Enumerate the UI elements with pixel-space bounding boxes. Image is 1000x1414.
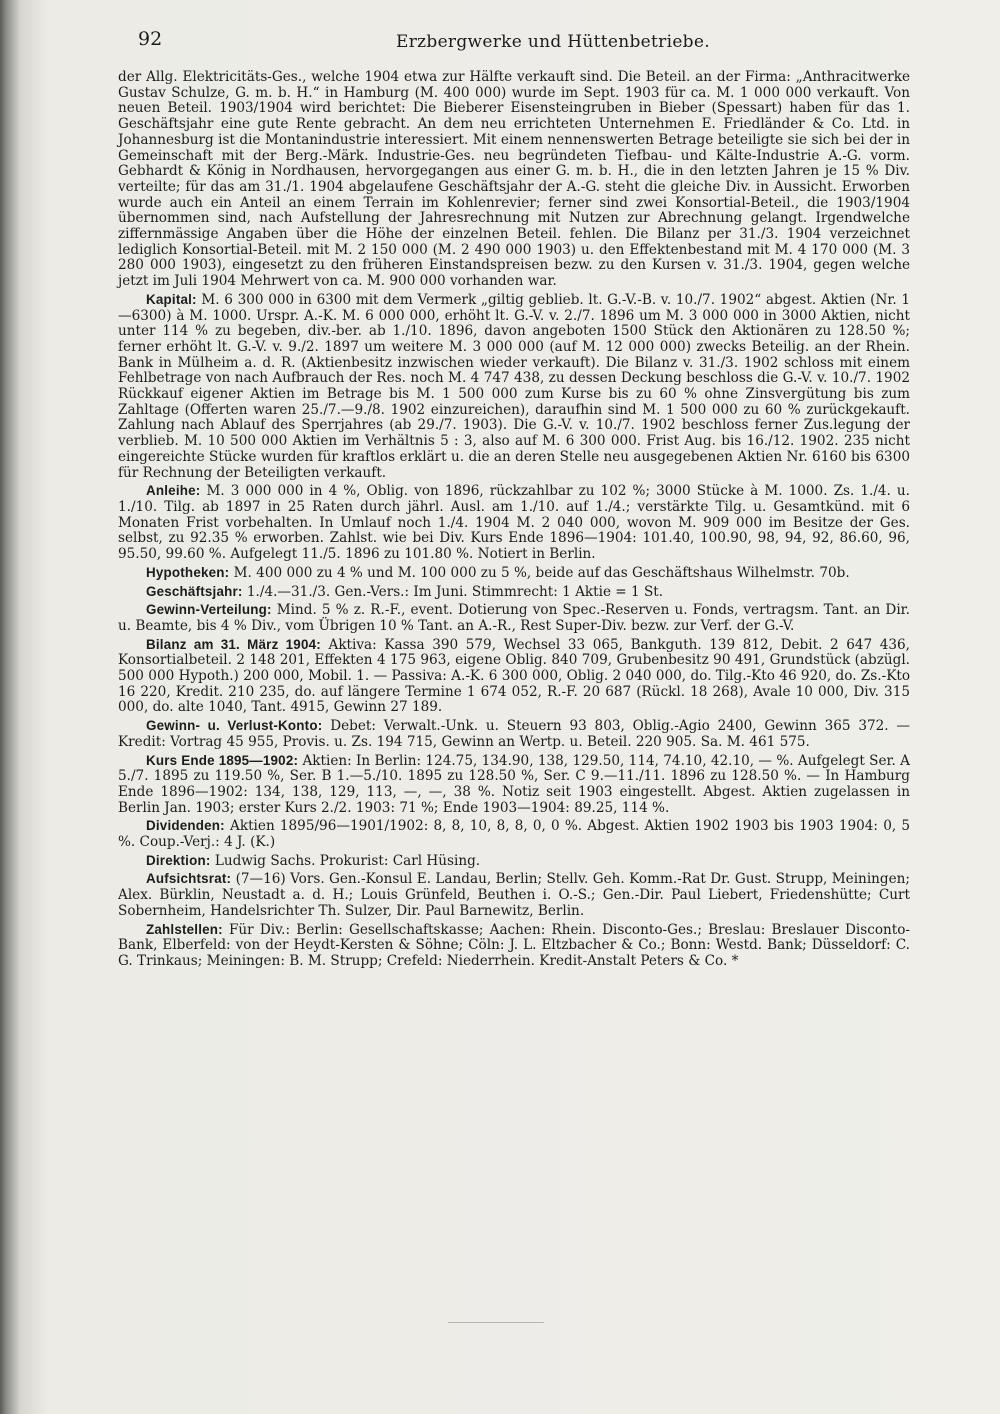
section-label: Anleihe: [146,483,201,499]
paragraph-text: Debet: Verwalt.-Unk. u. Steuern 93 803, Oblig.-Agio 2400, Gewinn 365 372. — Kredit: Vortrag 45 955, Provis. u. Zs. 194 715, Gewinn an Wertp. u. Beteil. 220 905. Sa. M. 461 575. [118,718,910,750]
paragraph-text: M. 6 300 000 in 6300 mit dem Vermerk „giltig geblieb. lt. G.-V.-B. v. 10./7. 1902“ abgest. Aktien (Nr. 1—6300) à M. 1000. Urspr. A.-K. M. 6 000 000, erhöht lt. G.-V. v. 2./7. 1896 um M. 3 000 000 in 3000 Aktien, nicht unter 114 % zu begeben, div.-ber. ab 1./10. 1896, davon angeboten 1500 Stück den Aktionären zu 128.50 %; ferner erhöht lt. G.-V. v. 9./2. 1897 um weitere M. 3 000 000 (auf M. 12 000 000) zwecks Beteilig. an der Rhein. Bank in Mülheim a. d. R. (Aktienbesitz inzwischen wieder verkauft). Die Bilanz v. 31./3. 1902 schloss mit einem Fehlbetrage von nach Aufbrauch der Res. noch M. 4 747 438, zu dessen Deckung beschloss die G.-V. v. 10./7. 1902 Rückkauf eigener Aktien im Betrage bis M. 1 500 000 zum Kurse bis zu 60 % ohne Zinsvergütung bis zum Zahltage (Offerten waren 25./7.—9./8. 1902 einzureichen), daraufhin sind M. 1 500 000 zu 60 % zurückgekauft. Zahlung nach Ablauf des Sperrjahres (ab 29./7. 1903). Die G.-V. v. 10./7. 1902 beschloss ferner Zus.legung der verblieb. M. 10 500 000 Aktien im Verhältnis 5 : 3, also auf M. 6 300 000. Frist Aug. bis 16./12. 1902. 235 nicht eingereichte Stücke wurden für kraftlos erklärt u. die an deren Stelle neu ausgegebenen Aktien Nr. 6160 bis 6300 für Rechnung der Beteiligten verkauft. [118,291,910,481]
paragraph-text: Für Div.: Berlin: Gesellschaftskasse; Aachen: Rhein. Disconto-Ges.; Breslau: Breslauer Disconto-Bank, Elberfeld: von der Heydt-Kersten & Söhne; Cöln: J. L. Eltzbacher & Co.; Bonn: Westd. Bank; Düsseldorf: C. G. Trinkaus; Meiningen: B. M. Strupp; Crefeld: Niederrhein. Kredit-Anstalt Peters & Co. * [118,921,910,969]
paragraph-dividenden [118,818,910,850]
paragraph-text: 1./4.—31./3. Gen.-Vers.: Im Juni. Stimmrecht: 1 Aktie = 1 St. [246,583,664,600]
paragraph-text: M. 3 000 000 in 4 %, Oblig. von 1896, rückzahlbar zu 102 %; 3000 Stücke à M. 1000. Zs. 1./4. u. 1./10. Tilg. ab 1897 in 25 Raten durch jährl. Ausl. am 1./10. auf 1./4.; verstärkte Tilg. u. Gesamtkünd. mit 6 Monaten Frist vorbehalten. In Umlauf noch 1./4. 1904 M. 2 040 000, wovon M. 909 000 im Besitze der Ges. selbst, zu 92.35 % erworben. Zahlst. wie bei Div. Kurs Ende 1896—1904: 101.40, 100.90, 98, 94, 92, 86.60, 96, 95.50, 99.60 %. Aufgelegt 11./5. 1896 zu 101.80 %. Notiert in Berlin. [118,483,910,563]
paragraph-intro [118,70,910,290]
paragraph-text: Ludwig Sachs. Prokurist: Carl Hüsing. [214,852,481,869]
paragraph-bilanz [118,637,910,717]
footer-divider [448,1322,544,1323]
section-label: Bilanz am 31. März 1904: [146,636,321,652]
section-label: Dividenden: [146,818,225,834]
paragraph-gewinn-verlust [118,718,910,750]
paragraph-kapital [118,292,910,481]
page-header [138,28,908,54]
section-label: Hypotheken: [146,564,230,580]
paragraph-text: der Allg. Elektricitäts-Ges., welche 1904 etwa zur Hälfte verkauft sind. Die Beteil. an der Firma: „Anthracitwerke Gustav Schulze, G. m. b. H.“ in Hamburg (M. 400 000) wurde im Sept. 1903 für ca. M. 1 000 000 verkauft. Von neuen Beteil. 1903/1904 wird berichtet: Die Bieberer Eisensteingruben in Bieber (Spessart) haben für das 1. Geschäftsjahr eine gute Rente gebracht. An dem neu errichteten Unternehmen E. Friedländer & Co. Ltd. in Johannesburg ist die Montanindustrie interessiert. Mit einem nennenswerten Betrage beteiligte sie sich bei der in Gemeinschaft mit der Berg.-Märk. Industrie-Ges. neu begründeten Tiefbau- und Kälte-Industrie A.-G. vorm. Gebhardt & König in Nordhausen, hervorgegangen aus einer G. m. b. H., die in den letzten Jahren je 15 % Div. verteilte; für das am 31./1. 1904 abgelaufene Geschäftsjahr der A.-G. steht die gleiche Div. in Aussicht. Erworben wurde auch ein Anteil an einem Terrain im Kohlenrevier; ferner sind zwei Konsortial-Beteil., die 1903/1904 übernommen sind, nach Aufstellung der Jahresrechnung mit Nutzen zur Abrechnung gelangt. Irgendwelche ziffernmässige Angaben über die Höhe der einzelnen Beteil. fehlen. Die Bilanz per 31./3. 1904 verzeichnet lediglich Konsortial-Beteil. mit M. 2 150 000 (M. 2 490 000 1903) u. den Effektenbestand mit M. 4 170 000 (M. 3 280 000 1903), eingesetzt zu den früheren Einstandspreisen bezw. zu den Kursen v. 31./3. 1904, gegen welche jetzt im Juli 1904 Mehrwert von ca. M. 900 000 vorhanden war. [118,69,910,290]
paragraph-text: Aktiva: Kassa 390 579, Wechsel 33 065, Bankguth. 139 812, Debit. 2 647 436, Konsortialbeteil. 2 148 201, Effekten 4 175 963, eigene Oblig. 840 709, Grubenbesitz 90 491, Grundstück (abzügl. 500 000 Hypoth.) 200 000, Mobil. 1. — Passiva: A.-K. 6 300 000, Oblig. 2 040 000, do. Tilg.-Kto 46 920, do. Zs.-Kto 16 220, Kredit. 210 235, do. auf längere Termine 1 674 052, R.-F. 20 687 (Rückl. 18 268), Avale 10 000, Div. 315 000, do. alte 1040, Tant. 4915, Gewinn 27 189. [118,636,911,716]
paragraph-text: Aktien 1895/96—1901/1902: 8, 8, 10, 8, 8, 0, 0 %. Abgest. Aktien 1902 1903 bis 1903 1904: 0, 5 %. Coup.-Verj.: 4 J. (K.) [118,818,910,851]
section-label: Gewinn-Verteilung: [146,602,272,618]
paragraph-text: (7—16) Vors. Gen.-Konsul E. Landau, Berlin; Stellv. Geh. Komm.-Rat Dr. Gust. Strupp, Meiningen; Alex. Bürklin, Neustadt a. d. H.; Louis Grünfeld, Beuthen i. O.-S.; Gen.-Dir. Paul Liebert, Friedenshütte; Curt Sobernheim, Handelsrichter Th. Sulzer, Dir. Paul Barnewitz, Berlin. [118,871,910,919]
paragraph-text: Mind. 5 % z. R.-F., event. Dotierung von Spec.-Reserven u. Fonds, vertragsm. Tant. an Dir. u. Beamte, bis 4 % Div., vom Übrigen 10 % Tant. an A.-R., Rest Super-Div. bezw. zur Verf. der G.-V. [118,602,910,634]
paragraph-zahlstellen [118,922,910,970]
paragraph-anleihe [118,483,910,563]
section-label: Geschäftsjahr: [146,583,243,599]
section-label: Direktion: [146,852,211,868]
paragraph-aufsichtsrat [118,871,910,919]
paragraph-direktion [118,853,910,870]
page-number: 92 [138,28,163,50]
paragraph-geschaeftsjahr [118,584,910,601]
section-label: Gewinn- u. Verlust-Konto: [146,718,323,734]
body-text [118,70,910,972]
section-label: Kapital: [146,291,197,307]
paragraph-gewinn-verteilung [118,602,910,634]
section-label: Kurs Ende 1895—1902: [146,752,299,768]
paragraph-hypotheken [118,565,910,582]
running-title: Erzbergwerke und Hüttenbetriebe. [396,32,710,52]
section-label: Zahlstellen: [146,921,223,937]
paragraph-kurs [118,753,910,817]
section-label: Aufsichtsrat: [146,871,232,887]
paragraph-text: M. 400 000 zu 4 % und M. 100 000 zu 5 %, beide auf das Geschäftshaus Wilhelmstr. 70b. [233,564,850,581]
paragraph-text: Aktien: In Berlin: 124.75, 134.90, 138, 129.50, 114, 74.10, 42.10, — %. Aufgelegt Ser. A 5./7. 1895 zu 119.50 %, Ser. B 1.—5./10. 1895 zu 128.50 %, Ser. C 9.—11./11. 1896 zu 128.50 %. — In Hamburg Ende 1896—1902: 134, 138, 129, 113, —, —, 38 %. Notiz seit 1903 eingestellt. Abgest. Aktien zugelassen in Berlin Jan. 1903; erster Kurs 2./2. 1903: 71 %; Ende 1903—1904: 89.25, 114 %. [118,752,910,816]
